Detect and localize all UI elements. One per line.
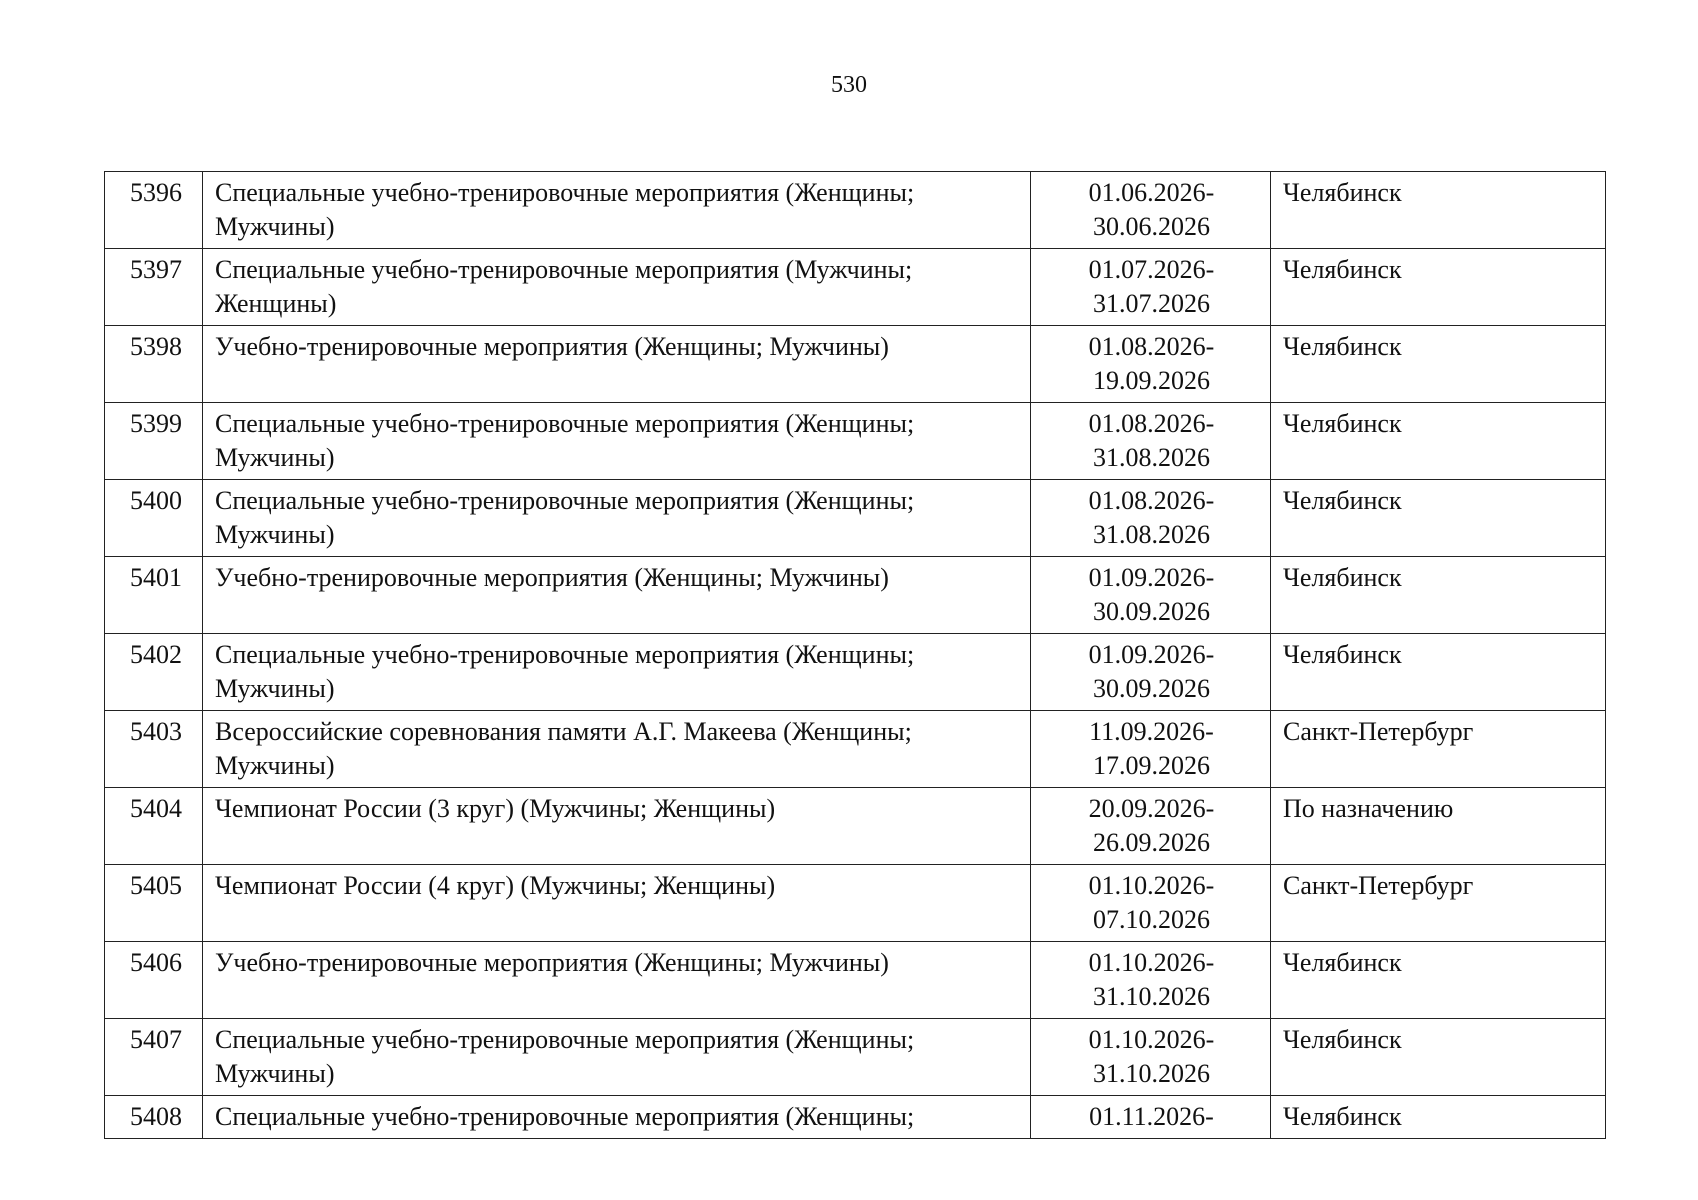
event-number: 5407	[105, 1019, 203, 1096]
event-number: 5402	[105, 634, 203, 711]
event-name-line: Специальные учебно-тренировочные мероприятия (Мужчины;	[215, 255, 913, 284]
event-date-from: 01.09.2026-	[1088, 640, 1215, 669]
event-name	[203, 557, 1031, 634]
event-date-from: 01.07.2026-	[1088, 255, 1215, 284]
event-name	[203, 634, 1031, 711]
event-date-to: 31.08.2026	[1093, 520, 1210, 549]
event-name	[203, 1096, 1031, 1139]
table-row	[105, 249, 1606, 326]
event-date-from: 01.08.2026-	[1088, 409, 1215, 438]
event-number: 5405	[105, 865, 203, 942]
table-row	[105, 1096, 1606, 1139]
event-date-from: 01.06.2026-	[1088, 178, 1215, 207]
event-date-from: 01.09.2026-	[1088, 563, 1215, 592]
event-dates	[1031, 788, 1271, 865]
event-date-from: 11.09.2026-	[1089, 717, 1214, 746]
table-row	[105, 711, 1606, 788]
event-date-to: 31.10.2026	[1093, 982, 1210, 1011]
event-number: 5397	[105, 249, 203, 326]
event-date-to: 07.10.2026	[1093, 905, 1210, 934]
event-name-line: Специальные учебно-тренировочные мероприятия (Женщины;	[215, 640, 915, 669]
table-row	[105, 942, 1606, 1019]
event-dates	[1031, 172, 1271, 249]
event-date-from: 01.10.2026-	[1088, 1025, 1215, 1054]
event-place: Челябинск	[1271, 249, 1606, 326]
event-number: 5399	[105, 403, 203, 480]
event-name	[203, 326, 1031, 403]
table-row	[105, 172, 1606, 249]
event-name-line: Мужчины)	[215, 1059, 335, 1088]
table-row	[105, 480, 1606, 557]
event-name	[203, 942, 1031, 1019]
event-number: 5404	[105, 788, 203, 865]
event-number: 5396	[105, 172, 203, 249]
event-date-to: 30.09.2026	[1093, 674, 1210, 703]
event-name	[203, 172, 1031, 249]
event-name	[203, 480, 1031, 557]
event-dates	[1031, 249, 1271, 326]
event-place: Санкт-Петербург	[1271, 711, 1606, 788]
event-name	[203, 865, 1031, 942]
event-name-line: Специальные учебно-тренировочные мероприятия (Женщины;	[215, 178, 915, 207]
event-name	[203, 403, 1031, 480]
event-name-line: Специальные учебно-тренировочные мероприятия (Женщины;	[215, 409, 915, 438]
event-name	[203, 788, 1031, 865]
event-place: Челябинск	[1271, 1096, 1606, 1139]
event-name	[203, 1019, 1031, 1096]
event-name-line: Специальные учебно-тренировочные мероприятия (Женщины;	[215, 486, 915, 515]
event-date-from: 20.09.2026-	[1088, 794, 1215, 823]
event-name-line: Женщины)	[215, 289, 337, 318]
event-number: 5406	[105, 942, 203, 1019]
table-row	[105, 788, 1606, 865]
event-place: Челябинск	[1271, 480, 1606, 557]
event-dates	[1031, 942, 1271, 1019]
event-date-from: 01.11.2026-	[1089, 1102, 1214, 1131]
event-date-from: 01.10.2026-	[1088, 871, 1215, 900]
event-dates	[1031, 1096, 1271, 1139]
event-date-to: 17.09.2026	[1093, 751, 1210, 780]
event-dates	[1031, 557, 1271, 634]
event-date-from: 01.08.2026-	[1088, 486, 1215, 515]
event-date-to: 31.10.2026	[1093, 1059, 1210, 1088]
event-place: Челябинск	[1271, 172, 1606, 249]
event-date-from: 01.08.2026-	[1088, 332, 1215, 361]
table-row	[105, 865, 1606, 942]
table-row	[105, 403, 1606, 480]
event-dates	[1031, 634, 1271, 711]
event-dates	[1031, 403, 1271, 480]
event-name-line: Специальные учебно-тренировочные мероприятия (Женщины;	[215, 1025, 915, 1054]
event-date-to: 31.08.2026	[1093, 443, 1210, 472]
page-number: 530	[831, 72, 867, 98]
event-place: Челябинск	[1271, 1019, 1606, 1096]
event-number: 5403	[105, 711, 203, 788]
event-place: По назначению	[1271, 788, 1606, 865]
event-date-from: 01.10.2026-	[1088, 948, 1215, 977]
event-date-to: 31.07.2026	[1093, 289, 1210, 318]
table-row	[105, 326, 1606, 403]
event-name-line: Чемпионат России (3 круг) (Мужчины; Женщины)	[215, 794, 776, 823]
event-number: 5400	[105, 480, 203, 557]
event-date-to: 19.09.2026	[1093, 366, 1210, 395]
event-date-to: 30.06.2026	[1093, 212, 1210, 241]
table-row	[105, 1019, 1606, 1096]
event-place: Челябинск	[1271, 403, 1606, 480]
event-dates	[1031, 865, 1271, 942]
event-name	[203, 249, 1031, 326]
event-number: 5398	[105, 326, 203, 403]
event-name-line: Специальные учебно-тренировочные мероприятия (Женщины;	[215, 1102, 915, 1131]
event-name-line: Учебно-тренировочные мероприятия (Женщины; Мужчины)	[215, 332, 889, 361]
event-name-line: Мужчины)	[215, 443, 335, 472]
event-place: Челябинск	[1271, 326, 1606, 403]
event-date-to: 26.09.2026	[1093, 828, 1210, 857]
event-name-line: Мужчины)	[215, 212, 335, 241]
event-dates	[1031, 480, 1271, 557]
event-name-line: Чемпионат России (4 круг) (Мужчины; Женщины)	[215, 871, 776, 900]
event-dates	[1031, 326, 1271, 403]
event-number: 5401	[105, 557, 203, 634]
event-name-line: Учебно-тренировочные мероприятия (Женщины; Мужчины)	[215, 563, 889, 592]
event-name-line: Мужчины)	[215, 751, 335, 780]
event-name-line: Мужчины)	[215, 520, 335, 549]
event-place: Санкт-Петербург	[1271, 865, 1606, 942]
event-place: Челябинск	[1271, 942, 1606, 1019]
event-dates	[1031, 711, 1271, 788]
event-number: 5408	[105, 1096, 203, 1139]
table-row	[105, 634, 1606, 711]
event-place: Челябинск	[1271, 634, 1606, 711]
event-name-line: Мужчины)	[215, 674, 335, 703]
event-name-line: Учебно-тренировочные мероприятия (Женщины; Мужчины)	[215, 948, 889, 977]
event-place: Челябинск	[1271, 557, 1606, 634]
event-date-to: 30.09.2026	[1093, 597, 1210, 626]
table-row	[105, 557, 1606, 634]
events-table	[104, 171, 1606, 1139]
event-name	[203, 711, 1031, 788]
event-dates	[1031, 1019, 1271, 1096]
event-name-line: Всероссийские соревнования памяти А.Г. Макеева (Женщины;	[215, 717, 912, 746]
